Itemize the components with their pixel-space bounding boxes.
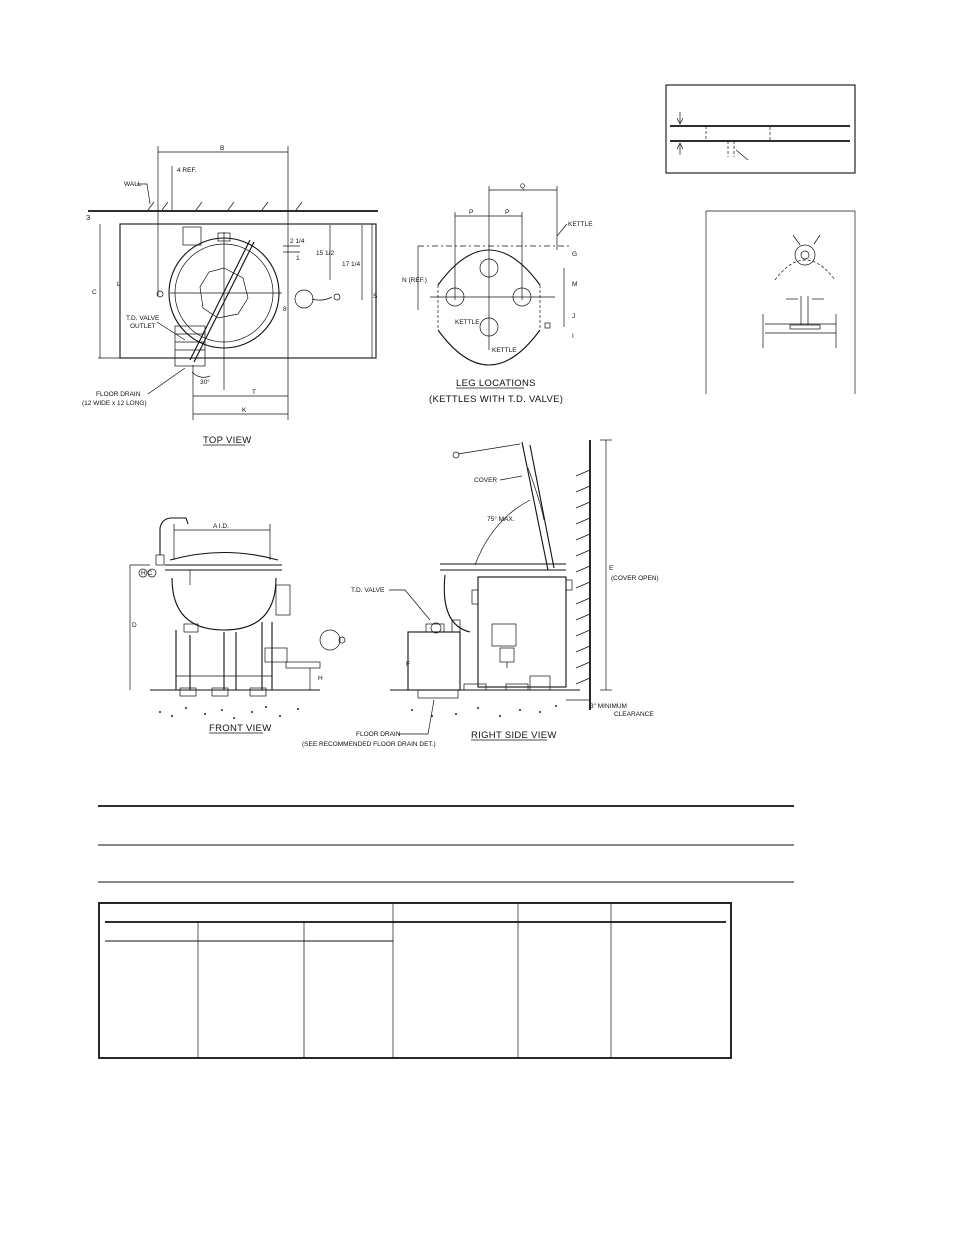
td-valve-label: T.D. VALVE [351,587,385,594]
dim-p1: P [469,209,474,216]
dim-3: 3 [86,213,91,222]
td-valve-outlet-label-2: OUTLET [130,323,156,330]
dim-l: L [117,281,121,288]
floor-drain-detail-box [666,85,855,173]
floor-drain-side-2: (SEE RECOMMENDED FLOOR DRAIN DET.) [302,741,436,748]
floor-drain-label-2: (12 WIDE x 12 LONG) [82,400,147,407]
top-view-title: TOP VIEW [203,435,252,446]
dim-g: G [572,251,578,258]
wall-label: WALL [124,181,142,188]
dim-a-id: A I.D. [213,523,229,530]
cover-label: COVER [474,477,498,484]
leg-detail-box [706,211,855,394]
cover-open-label: (COVER OPEN) [611,575,659,582]
kettle-label-top: KETTLE [568,221,593,228]
front-view-title: FRONT VIEW [209,723,272,734]
dim-8: 8 [283,306,287,313]
angle-30: 30° [200,379,210,386]
dim-i: I [572,333,574,340]
dim-f: F [406,661,410,668]
dim-e: E [609,565,614,572]
dim-m: M [572,281,578,288]
leg-locations-title: LEG LOCATIONS [456,378,536,389]
right-side-view [302,440,659,748]
dim-15-1-2: 15 1/2 [316,250,335,257]
dim-t: T [252,389,256,396]
clearance-label-1: 3" MINIMUM [590,703,627,710]
dim-1: 1 [296,255,300,262]
kettle-label-mid: KETTLE [455,319,480,326]
dim-c: C [92,289,97,296]
dim-b: B [220,145,225,152]
floor-drain-label-1: FLOOR DRAIN [96,391,141,398]
clearance-label-2: CLEARANCE [614,711,654,718]
td-valve-outlet-label-1: T.D. VALVE [126,315,160,322]
hc-label: H C [141,570,153,577]
dim-n-ref: N (REF.) [402,277,427,284]
floor-drain-side-1: FLOOR DRAIN [356,731,401,738]
kettle-label-bottom: KETTLE [492,347,517,354]
dim-p2: P [505,209,510,216]
front-view [130,518,345,734]
dim-j: J [572,313,576,320]
dim-q: Q [520,183,526,190]
dim-h: H [318,675,323,682]
dim-s: S [373,293,378,300]
max-angle-label: 75° MAX. [487,516,515,523]
dim-17-1-4: 17 1/4 [342,261,361,268]
spec-rules [98,806,794,882]
ref-4-label: 4 REF. [177,167,197,174]
dim-k: K [242,407,247,414]
leg-locations-view [402,183,593,405]
leg-locations-subtitle: (KETTLES WITH T.D. VALVE) [429,394,564,405]
dim-d: D [132,622,137,629]
spec-table-frame [99,903,731,1058]
dim-2-1-4: 2 1/4 [290,238,305,245]
right-side-view-title: RIGHT SIDE VIEW [471,730,557,741]
top-view [82,145,378,446]
